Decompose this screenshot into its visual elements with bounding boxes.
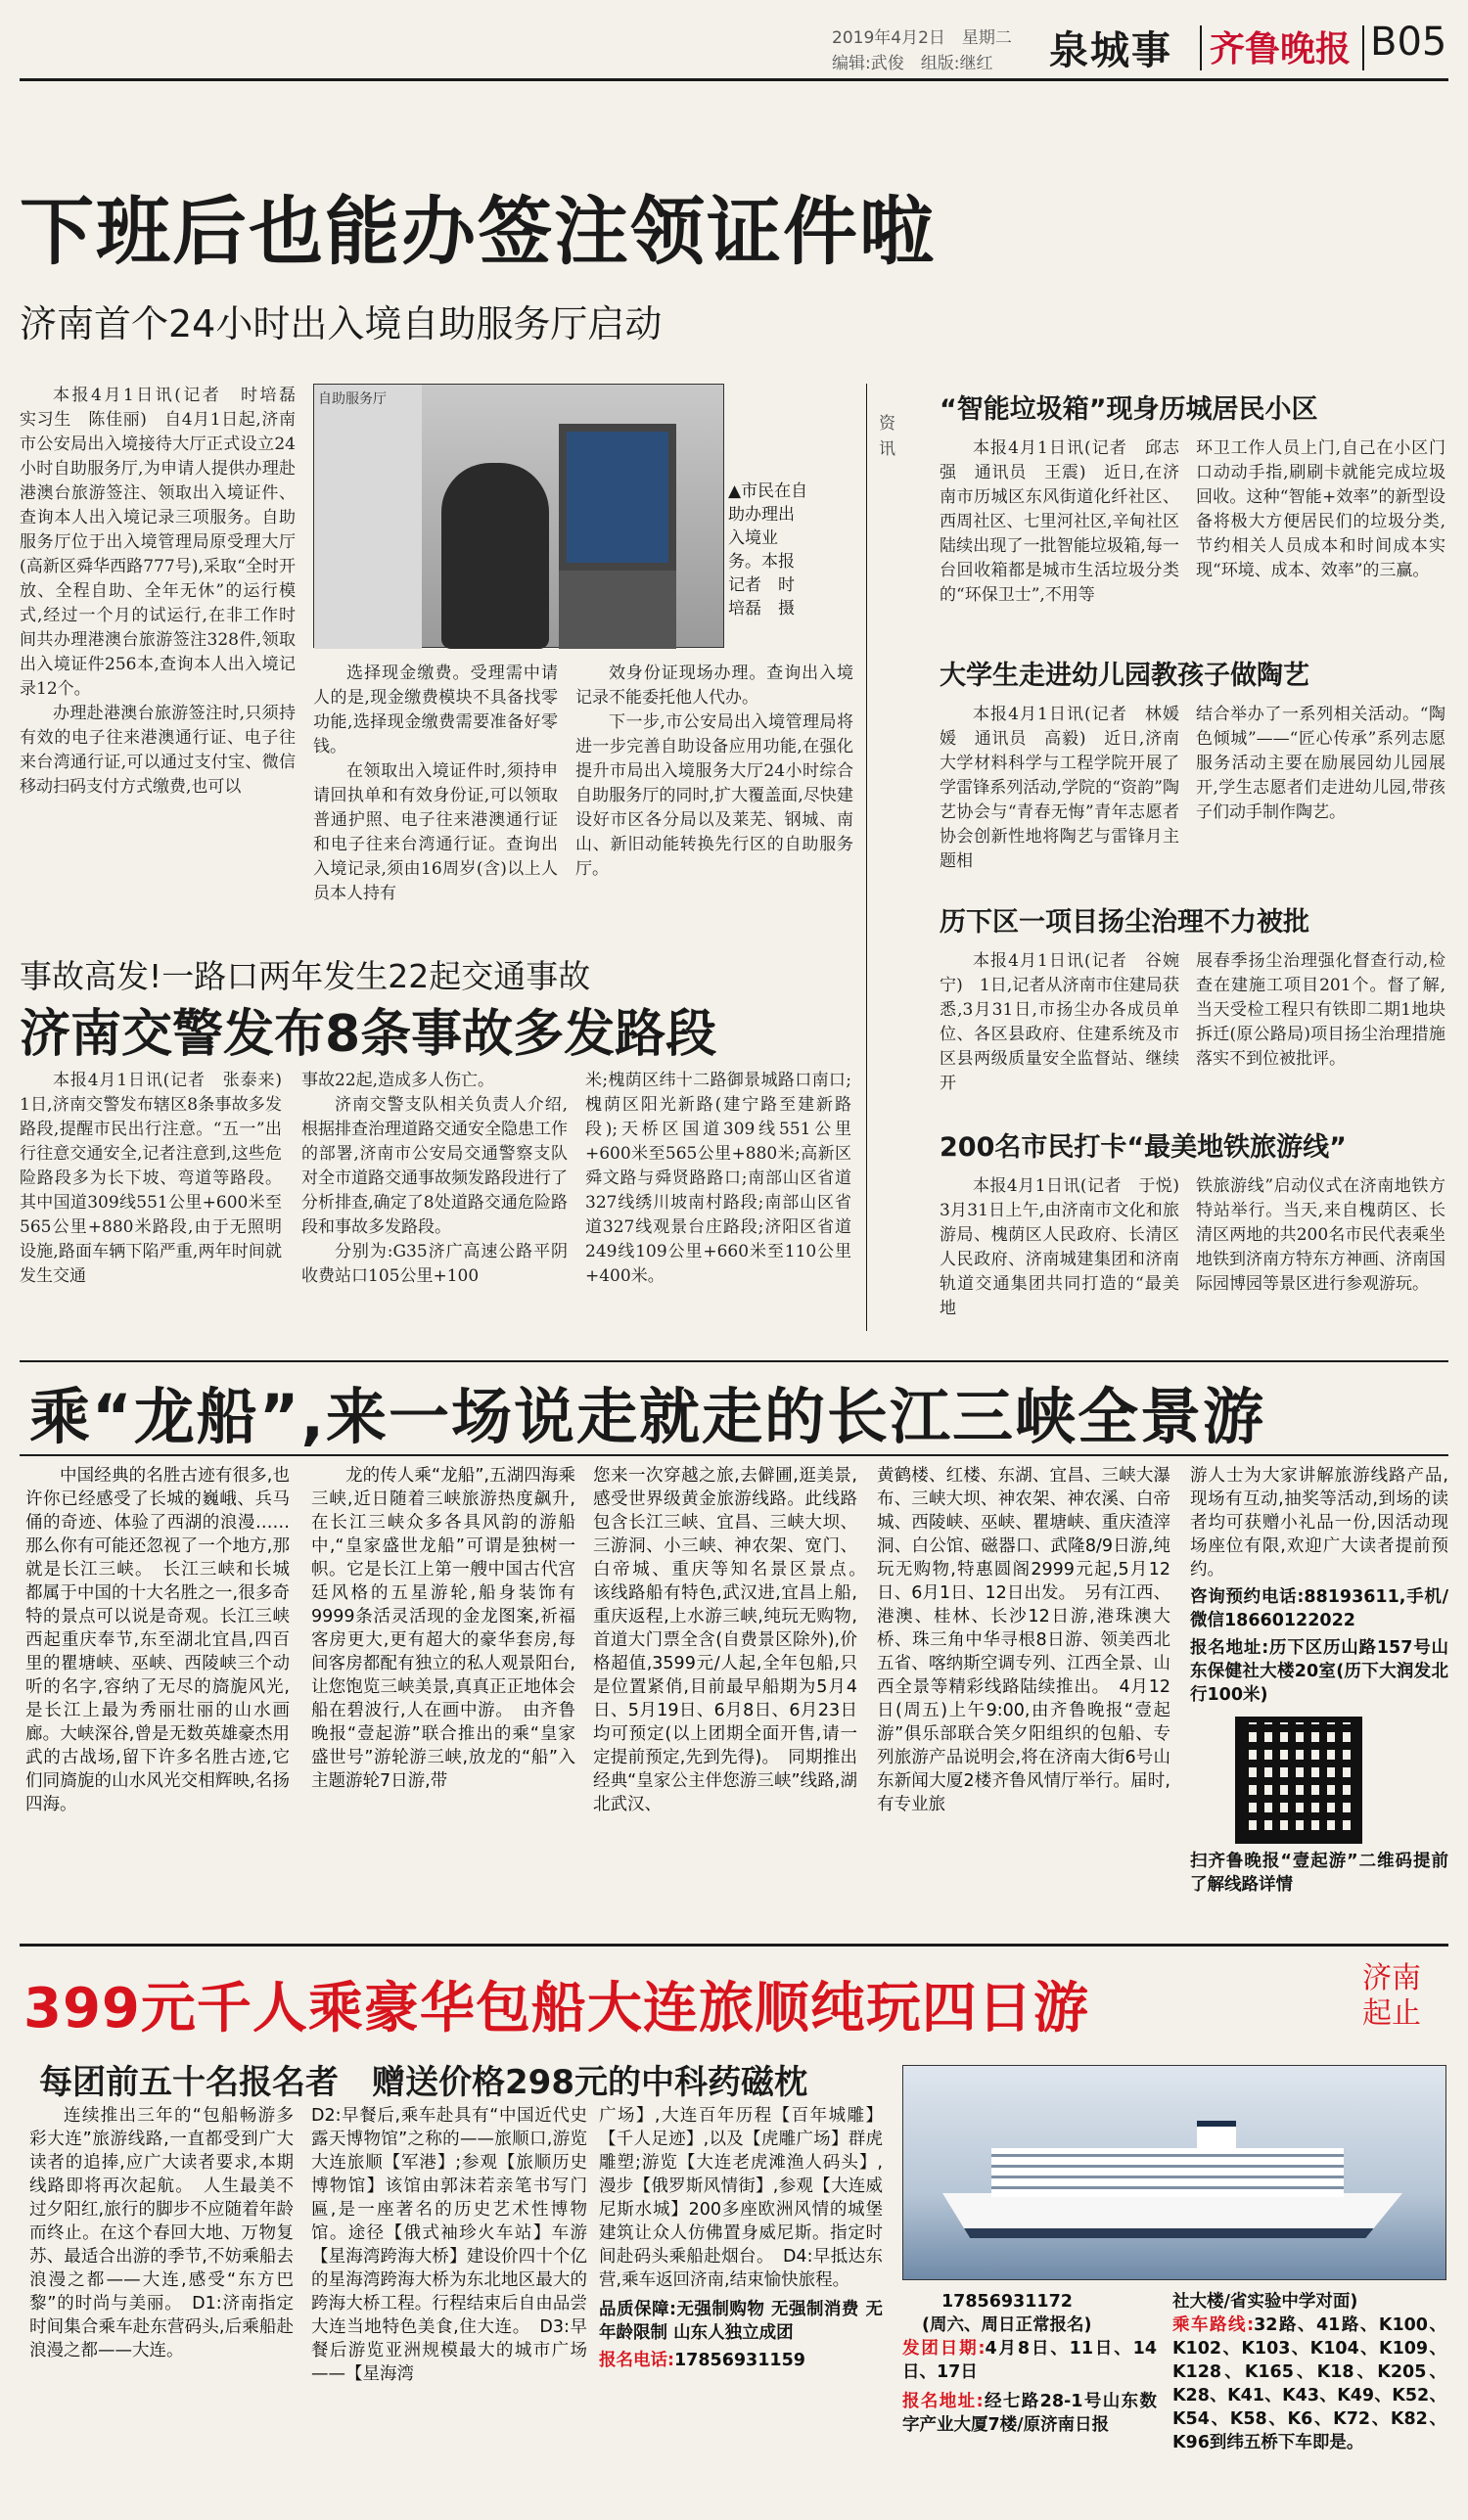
lead-paragraph: 下一步,市公安局出入境管理局将进一步完善自助设备应用功能,在强化提升市局出入境服务大厅24小时综合自助服务厅的同时,扩大覆盖面,尽快建设好市区各分局以及莱芜、钢城、南山、新旧动能转换先行区的自助服务厅。	[575, 712, 853, 879]
lead-paragraph: 效身份证现场办理。查询出入境记录不能委托他人代办。	[575, 664, 853, 708]
lead-subhead: 济南首个24小时出入境自助服务厅启动	[20, 302, 663, 345]
ad2-depart: 4月8日、11日、14日、17日	[902, 2339, 1158, 2382]
section-rule	[20, 1360, 1448, 1362]
traffic-paragraph: 济南交警支队相关负责人介绍,根据排查治理道路交通安全隐患工作的部署,济南市公安局交通警察支队对全市道路交通事故频发路段进行了分析排查,确定了8处道路交通危险路段和事故多发路段。	[301, 1095, 568, 1237]
person-silhouette	[441, 463, 549, 649]
ad2-bus-label: 乘车路线:	[1172, 2315, 1255, 2335]
brief-body-left: 本报4月1日讯(记者 于悦) 3月31日上午,由济南市文化和旅游局、槐荫区人民政府、长清区人民政府、济南城建集团和济南轨道交通集团共同打造的“最美地	[940, 1176, 1196, 1318]
ad1-column-1: 中国经典的名胜古迹有很多,也许你已经感受了长城的巍峨、兵马俑的奇迹、体验了西湖的浪漫……那么你有可能还忽视了一个地方,那就是长江三峡。 长江三峡和长城都属于中国的十大名胜之一,很多奇特的景点可以说是奇观。长江三峡西起重庆奉节,东至湖北宜昌,四百里的瞿塘峡、巫峡、西陵峡三个动听的名字,容纳了无尽的旖旎风光,是长江上最为秀丽壮丽的山水画廊。大峡深谷,曾是无数英雄豪杰用武的古战场,留下许多名胜古迹,它们同旖旎的山水风光交相辉映,名扬四海。	[25, 1466, 290, 1814]
ad2-addr-label: 报名地址:	[902, 2392, 984, 2411]
qr-code	[1235, 1717, 1362, 1844]
ad2-bus-routes: 32路、41路、K100、K102、K103、K104、K109、K128、K165、K18、K205、K28、K41、K43、K49、K52、K54、K58、K6、K72、K82、K96到纬五桥下车即是。	[1172, 2315, 1447, 2452]
ad1-column-2: 龙的传人乘“龙船”,五湖四海乘三峡,近日随着三峡旅游热度飙升,在长江三峡众多各具风韵的游船中,“皇家盛世龙船”可谓是独树一帜。它是长江上第一艘中国古代宫廷风格的五星游轮,船身装饰有9999条活灵活现的金龙图案,祈福客房更大,更有超大的豪华套房,每间客房都配有独立的私人观景阳台,让您饱览三峡美景,真真正正地体会船在碧波行,人在画中游。 由齐鲁晚报“壹起游”联合推出的乘“皇家盛世号”游轮游三峡,放龙的“船”入主题游轮7日游,带	[311, 1466, 575, 1791]
brief-body-left: 本报4月1日讯(记者 邱志强 通讯员 王震) 近日,在济南市历城区东风街道化纤社区、西周社区、七里河社区,辛甸社区陆续出现了一批智能垃圾箱,每一台回收箱都是城市生活垃圾分类的“环保卫士”,不用等	[940, 438, 1179, 605]
ad2-origin: 济南起止	[1362, 1961, 1421, 2031]
ad2-addr: 经七路28-1号山东数字产业大厦7楼/原济南日报	[902, 2392, 1158, 2435]
lead-column-3	[575, 662, 853, 941]
ad2-phone-label: 报名电话:	[599, 2351, 674, 2370]
ad2-guarantee: 品质保障:无强制购物 无强制消费 无年龄限制 山东人独立成团	[599, 2300, 883, 2343]
ad2-column-2: D2:早餐后,乘车赴具有“中国近代史露天博物馆”之称的——旅顺口,游览大连旅顺【军港】;参观【旅顺历史博物馆】该馆由郭沫若亲笔书写门匾,是一座著名的历史艺术性博物馆。途径【俄式袖珍火车站】车游【星海湾跨海大桥】建设价四十个亿的星海湾跨海大桥为东北地区最大的跨海大桥工程。行程结束后自由品尝大连当地特色美食,住大连。 D3:早餐后游览亚洲规模最大的城市广场——【星海湾	[311, 2106, 587, 2384]
cruise-ship-photo	[902, 2065, 1446, 2280]
lead-paragraph: 办理赴港澳台旅游签注时,只须持有效的电子往来港澳通行证、电子往来台湾通行证,可以通过支付宝、微信移动扫码支付方式缴费,也可以	[20, 704, 296, 797]
briefs-divider	[866, 384, 867, 1331]
ad2-hours: (周六、周日正常报名)	[922, 2315, 1092, 2335]
ad1-address: 报名地址:历下区历山路157号山东保健社大楼20室(历下大润发北行100米)	[1190, 1638, 1448, 1705]
brief-title: 历下区一项目扬尘治理不力被批	[940, 907, 1309, 938]
ad1-invite: 游人士为大家讲解旅游线路产品,现场有互动,抽奖等活动,到场的读者均可获赠小礼品一份,因活动现场座位有限,欢迎广大读者提前预约。	[1190, 1466, 1448, 1580]
ad2-depart-label: 发团日期:	[902, 2339, 986, 2359]
lead-photo	[313, 384, 724, 648]
brief-body-right: 展春季扬尘治理强化督查行动,检查在建施工项目201个。督了解,当天受检工程只有铁即二期1地块拆迁(原公路局)项目扬尘治理措施落实不到位被批评。	[1196, 951, 1445, 1069]
section-name: 泉城事	[1049, 28, 1172, 73]
ship-decks	[991, 2148, 1344, 2197]
ad2-itinerary: 广场】,大连百年历程【百年城雕】【千人足迹】,以及【虎雕广场】群虎雕塑;游览【大连老虎滩渔人码头】,漫步【俄罗斯风情街】,参观【大连威尼斯水城】200多座欧洲风情的城堡建筑让众人仿佛置身威尼斯。指定时间赴码头乘船赴烟台。 D4:早抵达东营,乘车返回济南,结束愉快旅程。	[599, 2106, 883, 2290]
ad2-bus-head: 社大楼/省实验中学对面)	[1172, 2292, 1358, 2312]
ad2-column-1: 连续推出三年的“包船畅游多彩大连”旅游线路,一直都受到广大读者的追捧,应广大读者要求,本期线路即将再次起航。 人生最美不过夕阳红,旅行的脚步不应随着年龄而终止。在这个春回大地、万物复苏、最适合出游的季节,不妨乘船去浪漫之都——大连,感受“东方巴黎”的时尚与美丽。 D1:济南指定时间集合乘车赴东营码头,后乘船赴浪漫之都——大连。	[29, 2106, 294, 2360]
brief-body-right: 结合举办了一系列相关活动。“陶色倾城”——“匠心传承”系列志愿服务活动主要在励展园幼儿园展开,学生志愿者们走进幼儿园,带孩子们动手制作陶艺。	[1196, 705, 1445, 822]
lead-paragraph: 选择现金缴费。受理需中请人的是,现金缴费模块不具备找零功能,选择现金缴费需要准备好零钱。	[313, 664, 558, 756]
ship-hull	[942, 2193, 1402, 2238]
ad1-column-5	[1190, 1464, 1448, 1939]
ad1-title: 乘“龙船”,来一场说走就走的长江三峡全景游	[29, 1381, 1266, 1452]
lead-headline: 下班后也能办签注领证件啦	[20, 188, 936, 275]
ad2-title: 399元千人乘豪华包船大连旅顺纯玩四日游	[23, 1977, 1089, 2040]
editor-credits: 编辑:武俊 组版:继红	[832, 54, 993, 73]
ad1-column-4: 黄鹤楼、红楼、东湖、宜昌、三峡大瀑布、三峡大坝、神农架、神农溪、白帝城、西陵峡、巫峡、瞿塘峡、重庆渣滓洞、白公馆、磁器口、武隆8/9日游,纯玩无购物,特惠圆阁2999元起,5月12日、6月1日、12日出发。 另有江西、港澳、桂林、长沙12日游,港珠澳大桥、珠三角中华寻根8日游、领美西北五省、喀纳斯空调专列、江西全景、山西全景等精彩线路陆续推出。 4月12日(周五)上午9:00,由齐鲁晚报“壹起游”俱乐部联合笑夕阳组织的包船、专列旅游产品说明会,将在济南大街6号山东新闻大厦2楼齐鲁风情厅举行。届时,有专业旅	[877, 1466, 1170, 1814]
photo-sign: 自助服务厅	[318, 391, 387, 407]
traffic-kicker: 事故高发!一路口两年发生22起交通事故	[20, 957, 591, 995]
lead-paragraph: 在领取出入境证件时,须持申请回执单和有效身份证,可以领取普通护照、电子往来港澳通行证和电子往来台湾通行证。查询出入境记录,须由16周岁(含)以上人员本人持有	[313, 761, 558, 903]
masthead-divider	[1200, 25, 1202, 70]
traffic-column-1: 本报4月1日讯(记者 张泰来) 1日,济南交警发布辖区8条事故多发路段,提醒市民出行注意。“五一”出行往意交通安全,记者注意到,这些危险路段多为长下坡、弯道等路段。其中国道309线551公里+600米至565公里+880米路段,由于无照明设施,路面车辆下陷严重,两年时间就发生交通	[20, 1071, 298, 1286]
masthead-divider-2	[1362, 25, 1364, 70]
lead-paragraph: 本报4月1日讯(记者 时培磊 实习生 陈佳丽) 自4月1日起,济南市公安局出入境接待大厅正式设立24小时自助服务厅,为申请人提供办理赴港澳台旅游签注、领取出入境证件、查询本人出入境记录三项服务。自助服务厅位于出入境管理局原受理大厅(高新区舜华西路777号),采取“全时开放、全程自助、全年无休”的运行模式,经过一个月的试运行,在非工作时间共办理港澳台旅游签注328件,领取出入境证件256本,查询本人出入境记录12个。	[20, 386, 312, 699]
ad1-hotline: 咨询预约电话:88193611,手机/微信18660122022	[1190, 1587, 1448, 1630]
ad2-contact-block	[902, 2290, 1157, 2515]
brief-body-right: 环卫工作人员上门,自己在小区门口动动手指,刷刷卡就能完成垃圾回收。这种“智能+效率”的新型设备将极大方便居民们的垃圾分类,节约相关人员成本和时间成本实现“环境、成本、效率”的三赢。	[1196, 438, 1445, 580]
ad1-column-3: 您来一次穿越之旅,去僻圃,逛美景,感受世界级黄金旅游线路。此线路包含长江三峡、宜昌、三峡大坝、三游洞、小三峡、神农架、宽门、白帝城、重庆等知名景区景点。 该线路船有特色,武汉进,宜昌上船,重庆返程,上水游三峡,纯玩无购物,首道大门票全含(自费景区除外),价格超值,3599元/人起,全年包船,只是位置紧俏,目前最早船期为5月4日、5月19日、6月8日、6月23日均可预定(以上团期全面开售,请一定提前预定,先到先得)。 同期推出经典“皇家公主伴您游三峡”线路,湖北武汉、	[593, 1466, 875, 1814]
masthead-rule	[20, 78, 1448, 81]
ad1-rule	[20, 1454, 1448, 1456]
kiosk-body	[559, 571, 676, 649]
ad2-phone: 17856931159	[674, 2351, 805, 2370]
ship-funnel	[1197, 2121, 1236, 2150]
newspaper-logo: 齐鲁晚报	[1210, 28, 1352, 69]
brief-title: “智能垃圾箱”现身历城居民小区	[940, 394, 1318, 425]
lead-column-1	[20, 384, 312, 941]
traffic-headline: 济南交警发布8条事故多发路段	[20, 1005, 717, 1064]
kiosk-screen	[559, 424, 676, 571]
brief-title: 200名市民打卡“最美地铁旅游线”	[940, 1132, 1347, 1163]
page-number: B05	[1370, 20, 1447, 65]
brief-title: 大学生走进幼儿园教孩子做陶艺	[940, 661, 1309, 691]
photo-caption: ▲市民在自助办理出入境业务。本报记者 时培磊 摄	[728, 481, 808, 619]
traffic-paragraph: 事故22起,造成多人伤亡。	[301, 1071, 495, 1090]
brief-body-left: 本报4月1日讯(记者 林媛媛 通讯员 高毅) 近日,济南大学材料科学与工程学院开展了学雷锋系列活动,学院的“资韵”陶艺协会与“青春无悔”青年志愿者协会创新性地将陶艺与雷锋月主题相	[940, 705, 1179, 871]
brief-body-right: 铁旅游线”启动仪式在济南地铁方特站举行。当天,来自槐荫区、长清区两地的共200名市民代表乘坐地铁到济南方特东方神画、济南国际园博园等景区进行参观游玩。	[1196, 1176, 1445, 1294]
ad-separator	[20, 1944, 1448, 1947]
ad2-phone-2: 17856931172	[941, 2292, 1073, 2312]
lead-column-2	[313, 662, 558, 941]
traffic-column-3: 米;槐荫区纬十二路御景城路口南口;槐荫区阳光新路(建宁路至建新路段);天桥区国道309线551公里+600米至565公里+880米;高新区舜文路与舜贤路路口;南部山区省道327线绣川坡南村路段;南部山区省道327线观景台庄路段;济阳区省道249线109公里+660米至110公里+400米。	[585, 1071, 851, 1286]
issue-date: 2019年4月2日 星期二	[832, 28, 1012, 48]
ad2-column-3	[599, 2104, 883, 2505]
traffic-column-2	[301, 1069, 568, 1333]
ad2-bus-block	[1172, 2290, 1446, 2515]
ad2-subtitle: 每团前五十名报名者 赠送价格298元的中科药磁枕	[39, 2063, 807, 2102]
qr-caption: 扫齐鲁晚报“壹起游”二维码提前了解线路详情	[1190, 1852, 1448, 1895]
briefs-tag: 资讯	[879, 414, 895, 459]
brief-body-left: 本报4月1日讯(记者 谷婉宁) 1日,记者从济南市住建局获悉,3月31日,市扬尘办各成员单位、各区县政府、住建系统及市区县两级质量安全监督站、继续开	[940, 951, 1179, 1093]
traffic-paragraph: 分别为:G35济广高速公路平阴收费站口105公里+100	[301, 1242, 568, 1286]
